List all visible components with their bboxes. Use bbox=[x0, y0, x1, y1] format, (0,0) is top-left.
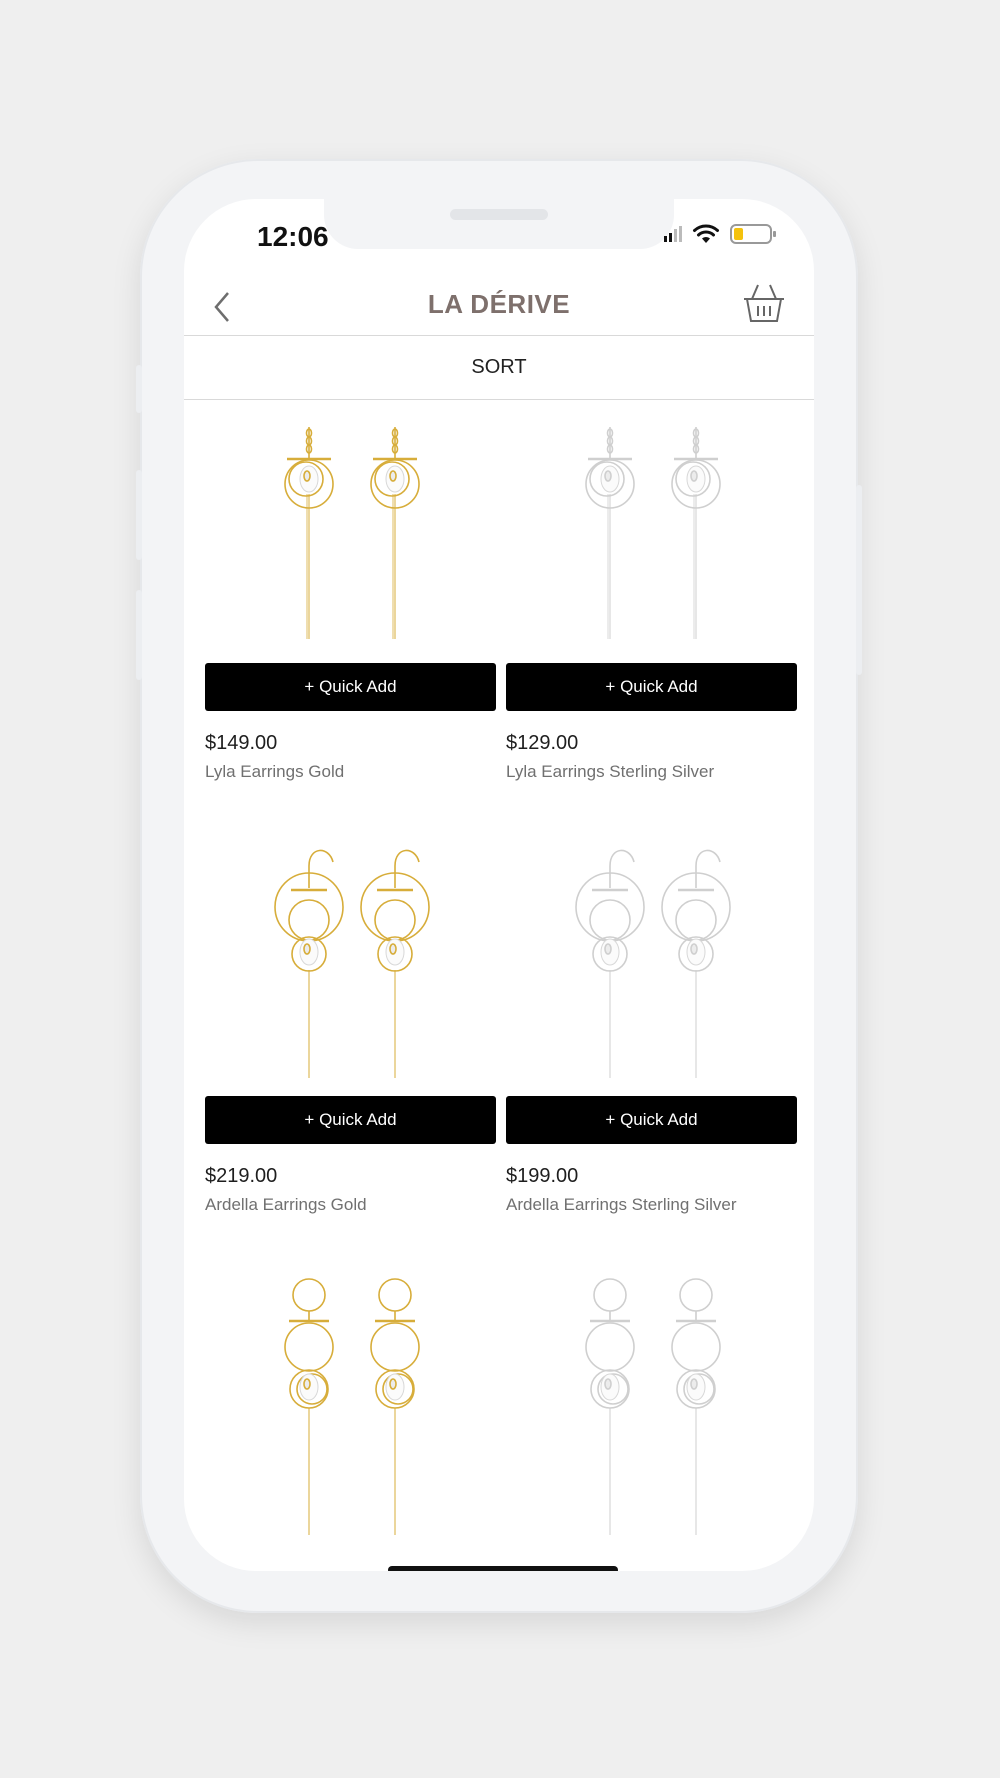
nav-bar bbox=[184, 277, 814, 336]
product-name[interactable]: Ardella Earrings Gold bbox=[205, 1195, 367, 1214]
sort-button[interactable]: SORT bbox=[184, 336, 814, 400]
volume-up-button bbox=[136, 470, 142, 560]
product-name[interactable]: Ardella Earrings Sterling Silver bbox=[506, 1195, 737, 1214]
page-title: LA DÉRIVE bbox=[427, 289, 571, 319]
status-time: 12:06 bbox=[257, 221, 329, 252]
product-image bbox=[205, 832, 496, 1102]
cart-button[interactable] bbox=[740, 279, 788, 327]
notch bbox=[324, 199, 674, 249]
product-price: $149.00 bbox=[205, 732, 278, 754]
volume-down-button bbox=[136, 590, 142, 680]
app-screen bbox=[184, 199, 814, 1571]
quick-add-button[interactable]: + Quick Add bbox=[506, 1096, 797, 1144]
signal-icon bbox=[664, 225, 682, 243]
power-button bbox=[856, 485, 862, 675]
battery-icon bbox=[730, 223, 778, 245]
product-image bbox=[506, 832, 797, 1102]
home-indicator bbox=[388, 1566, 618, 1571]
product-name[interactable]: Lyla Earrings Sterling Silver bbox=[506, 762, 715, 781]
product-image bbox=[506, 399, 797, 669]
product-price: $219.00 bbox=[205, 1165, 278, 1187]
product-image bbox=[205, 1265, 496, 1535]
product-price: $199.00 bbox=[506, 1165, 579, 1187]
status-icons bbox=[664, 223, 778, 245]
quick-add-button[interactable]: + Quick Add bbox=[205, 1096, 496, 1144]
quick-add-button[interactable]: + Quick Add bbox=[506, 663, 797, 711]
product-image bbox=[506, 1265, 797, 1535]
mute-switch bbox=[136, 365, 142, 413]
quick-add-button[interactable]: + Quick Add bbox=[205, 663, 496, 711]
product-image bbox=[205, 399, 496, 669]
product-name[interactable]: Lyla Earrings Gold bbox=[205, 762, 345, 781]
basket-icon bbox=[740, 279, 788, 327]
wifi-icon bbox=[692, 223, 720, 245]
product-price: $129.00 bbox=[506, 732, 579, 754]
speaker bbox=[450, 209, 548, 220]
